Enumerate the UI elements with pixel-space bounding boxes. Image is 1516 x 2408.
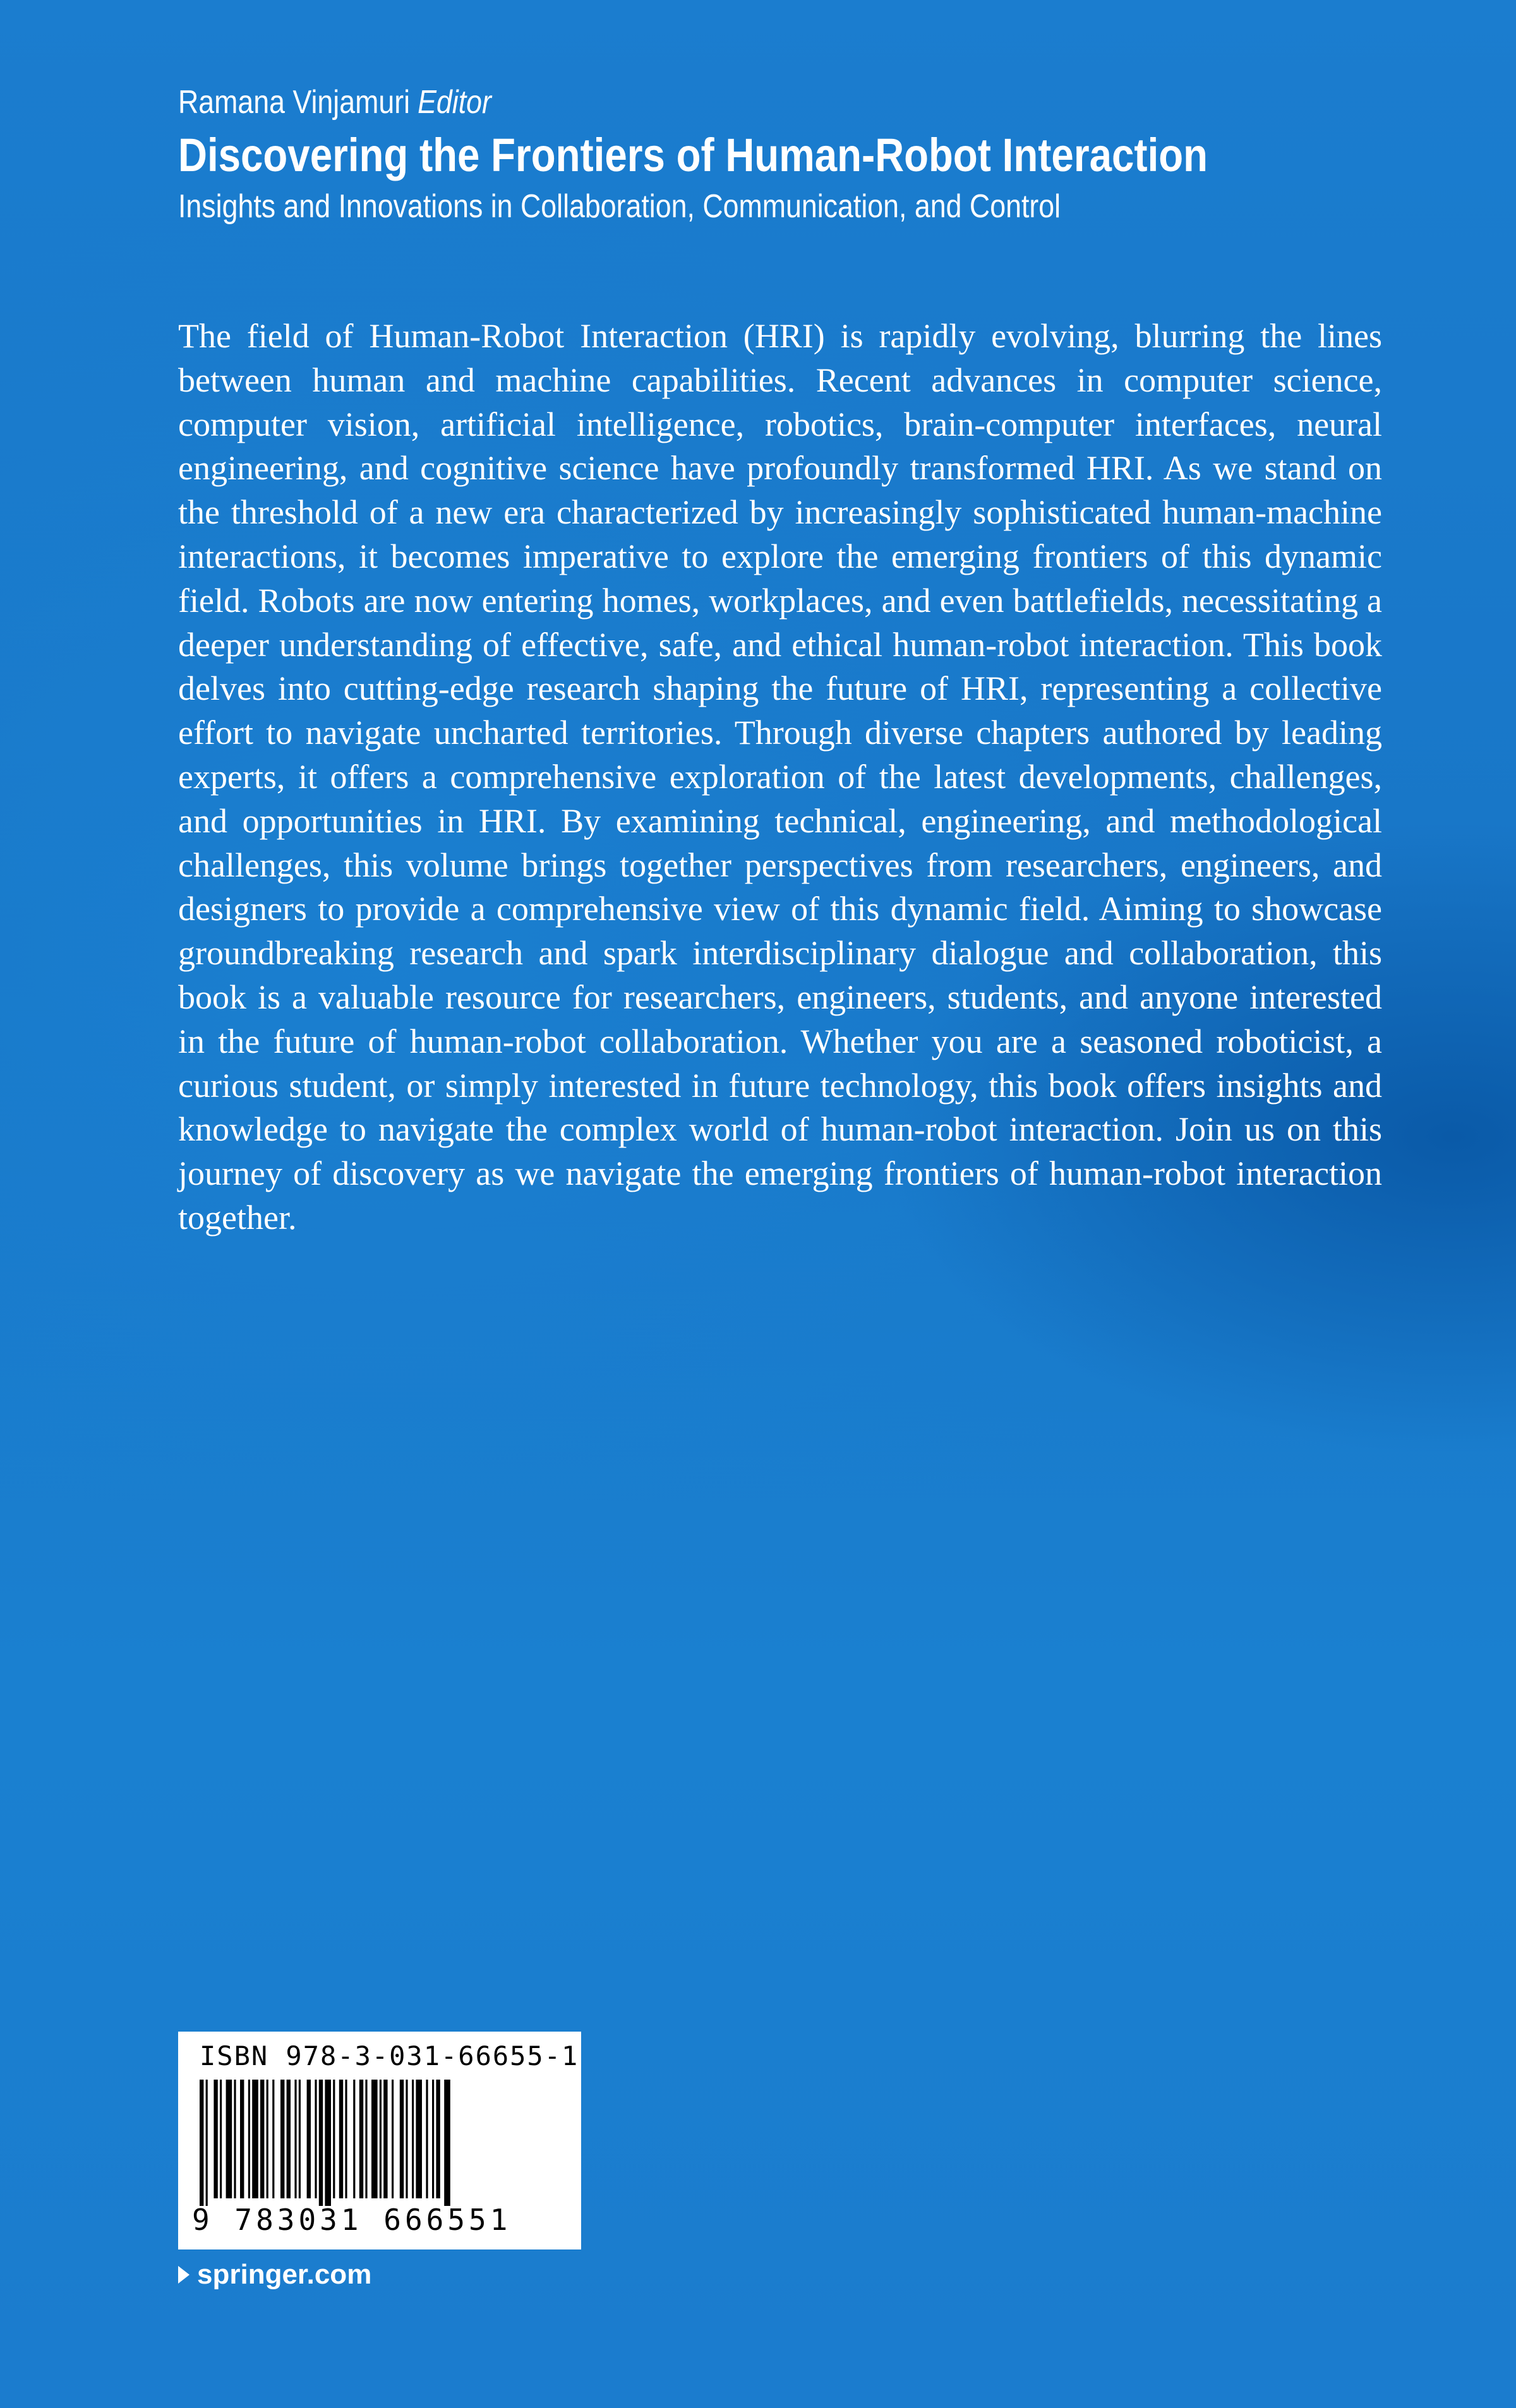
isbn-barcode: [178, 2032, 581, 2249]
arrow-icon: [178, 2266, 190, 2284]
editor-line: [178, 82, 1210, 123]
publisher-url: springer.com: [197, 2259, 372, 2290]
barcode-bars: [197, 2080, 563, 2206]
barcode-digits: 9 783031 666551: [192, 2203, 512, 2237]
book-description: The field of Human-Robot Interaction (HRI) is rapidly evolving, blurring the lines between human and machine capabilities. Recent advances in computer science, computer vision, artificial intelligence, robotics, brain-computer interfaces, neural engineering, and cognitive science have profoundly transformed HRI. As we stand on the threshold of a new era characterized by increasingly sophisticated human-machine interactions, it becomes imperative to explore the emerging frontiers of this dynamic field. Robots are now entering homes, workplaces, and even battlefields, necessitating a deeper understanding of effective, safe, and ethical human-robot interaction. This book delves into cutting-edge research shaping the future of HRI, representing a collective effort to navigate uncharted territories. Through diverse chapters authored by leading experts, it offers a comprehensive exploration of the latest developments, challenges, and opportunities in HRI. By examining technical, engineering, and methodological challenges, this volume brings together perspectives from researchers, engineers, and designers to provide a comprehensive view of this dynamic field. Aiming to showcase groundbreaking research and spark interdisciplinary dialogue and collaboration, this book is a valuable resource for researchers, engineers, students, and anyone interested in the future of human-robot collaboration. Whether you are a seasoned roboticist, a curious student, or simply interested in future technology, this book offers insights and knowledge to navigate the complex world of human-robot interaction. Join us on this journey of discovery as we navigate the emerging frontiers of human-robot interaction together.: [178, 317, 1382, 1237]
publisher-link[interactable]: [178, 2258, 371, 2292]
book-title: Discovering the Frontiers of Human-Robot Interaction: [178, 129, 1208, 181]
isbn-label: ISBN 978-3-031-66655-1: [200, 2040, 579, 2071]
cover-header: [178, 82, 1378, 227]
editor-role: Editor: [418, 84, 491, 121]
book-subtitle: Insights and Innovations in Collaboration, Communication, and Control: [178, 188, 1061, 225]
editor-name: Ramana Vinjamuri: [178, 84, 411, 121]
